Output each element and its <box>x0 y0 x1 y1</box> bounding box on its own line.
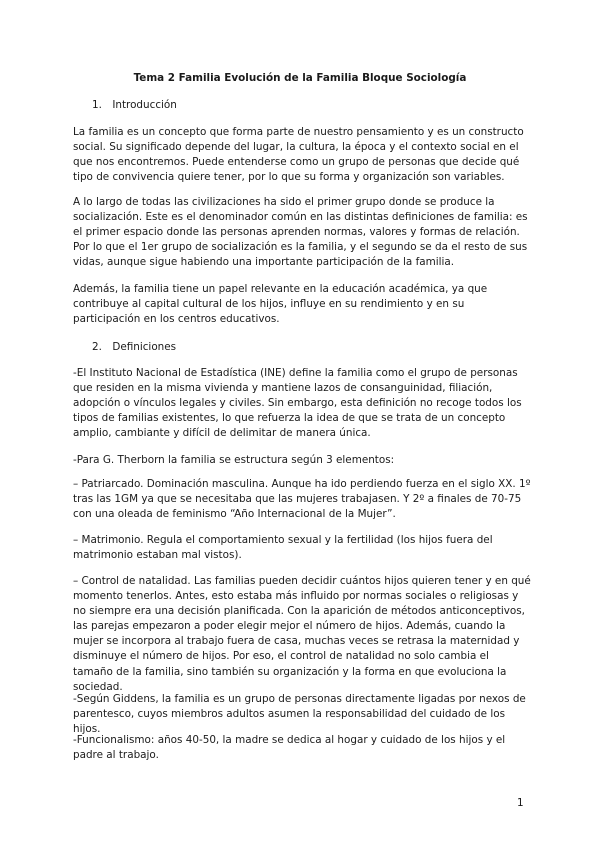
section-heading-text: Introducción <box>112 99 177 111</box>
section-heading-text: Definiciones <box>112 341 177 353</box>
paragraph: – Control de natalidad. Las familias pueden decidir cuántos hijos quieren tener y en qué momento tenerlos. Antes, esto estaba más influido por normas sociales o religiosas y no siempre era una decisión planificada. Con la aparición de métodos anticonceptivos, las parejas empezaron a poder elegir mejor el número de hijos. Además, cuando la mujer se incorpora al trabajo fuera de casa, muchas veces se retrasa la maternidad y disminuye el número de hijos. Por eso, el control de natalidad no solo cambia el tamaño de la familia, sino también su organización y la forma en que evoluciona la sociedad. <box>73 575 531 693</box>
page-number: 1 <box>517 797 524 809</box>
section-number: 2. <box>92 341 102 353</box>
paragraph: La familia es un concepto que forma parte de nuestro pensamiento y es un constructo social. Su significado depende del lugar, la cultura, la época y el contexto social en el que nos encontremos. Puede entenderse como un grupo de personas que decide qué tipo de convivencia quiere tener, por lo que su forma y organización son variables. <box>73 126 524 184</box>
paragraph: Además, la familia tiene un papel relevante en la educación académica, ya que contribuye al capital cultural de los hijos, influye en su rendimiento y en su participación en los centros educativos. <box>73 283 488 326</box>
paragraph: -Según Giddens, la familia es un grupo de personas directamente ligadas por nexos de parentesco, cuyos miembros adultos asumen la responsabilidad del cuidado de los hijos. <box>73 693 526 736</box>
section-number: 1. <box>92 99 102 111</box>
paragraph: – Patriarcado. Dominación masculina. Aunque ha ido perdiendo fuerza en el siglo XX. 1º tras las 1GM ya que se necesitaba que las mujeres trabajasen. Y 2º a finales de 70-75 con una oleada de feminismo “Año Internacional de la Mujer”. <box>73 478 531 521</box>
paragraph: -Para G. Therborn la familia se estructura según 3 elementos: <box>73 454 395 466</box>
document-title: Tema 2 Familia Evolución de la Familia Bloque Sociología <box>133 72 467 84</box>
paragraph: -El Instituto Nacional de Estadística (INE) define la familia como el grupo de personas que residen en la misma vivienda y mantiene lazos de consanguinidad, filiación, adopción o vínculos legales y civiles. Sin embargo, esta definición no recoge todos los tipos de familias existentes, lo que refuerza la idea de que se trata de un concepto amplio, cambiante y difícil de delimitar de manera única. <box>73 367 522 440</box>
section-heading-introduccion <box>92 99 177 111</box>
paragraph: – Matrimonio. Regula el comportamiento sexual y la fertilidad (los hijos fuera del matrimonio estaban mal vistos). <box>73 534 493 562</box>
section-heading-definiciones <box>92 341 176 353</box>
paragraph: -Funcionalismo: años 40-50, la madre se dedica al hogar y cuidado de los hijos y el padre al trabajo. <box>73 734 506 762</box>
paragraph: A lo largo de todas las civilizaciones ha sido el primer grupo donde se produce la socialización. Este es el denominador común en las distintas definiciones de familia: es el primer espacio donde las personas aprenden normas, valores y formas de relación. Por lo que el 1er grupo de socialización es la familia, y el segundo se da el resto de sus vidas, aunque sigue habiendo una importante participación de la familia. <box>73 196 528 269</box>
